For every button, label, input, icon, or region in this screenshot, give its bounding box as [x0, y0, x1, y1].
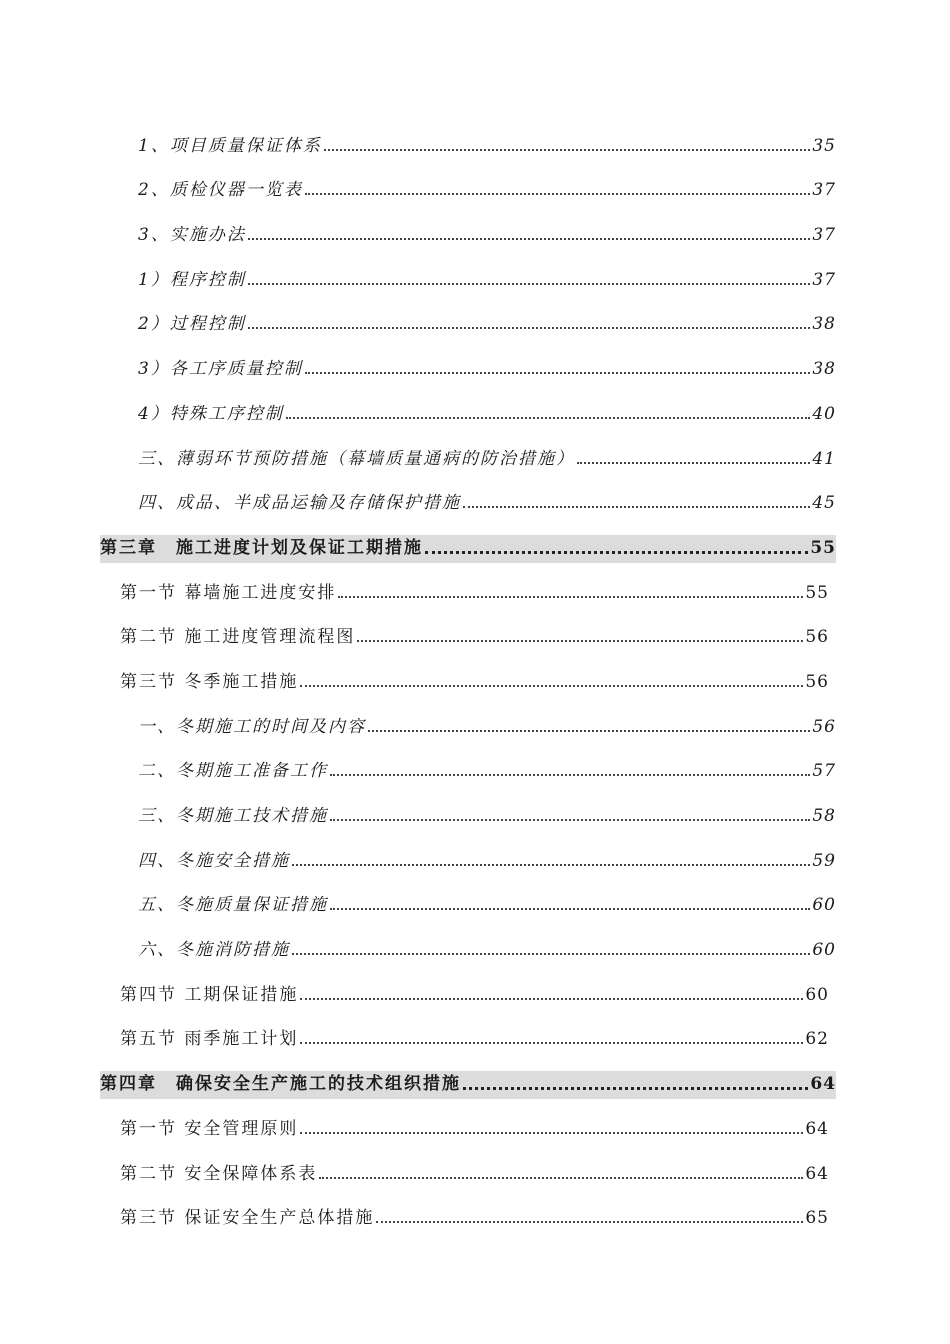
toc-dot-leader	[248, 238, 811, 240]
toc-entry-title: 五、冬施质量保证措施	[138, 895, 328, 916]
toc-dot-leader	[324, 149, 811, 151]
toc-page-number: 58	[812, 806, 836, 826]
toc-page-number: 37	[812, 225, 836, 246]
toc-entry-title: 3）各工序质量控制	[138, 359, 303, 380]
toc-dot-leader	[338, 596, 803, 598]
toc-section-entry[interactable]	[120, 969, 829, 1014]
toc-subsection-entry[interactable]	[138, 835, 836, 880]
toc-page-number: 45	[812, 493, 836, 514]
toc-dot-leader	[300, 685, 803, 687]
toc-dot-leader	[292, 864, 810, 866]
toc-page-number: 64	[805, 1163, 829, 1184]
toc-dot-leader	[368, 730, 810, 732]
toc-entry-title: 第四章 确保安全生产施工的技术组织措施	[100, 1074, 461, 1095]
toc-dot-leader	[463, 1087, 808, 1090]
toc-dot-leader	[319, 1177, 803, 1179]
toc-subsection-entry[interactable]	[138, 343, 836, 388]
toc-page-number: 65	[805, 1208, 829, 1229]
toc-entry-title: 第四节 工期保证措施	[120, 984, 299, 1005]
toc-entry-title: 一、冬期施工的时间及内容	[138, 716, 366, 737]
toc-dot-leader	[463, 506, 810, 508]
toc-entry-title: 三、薄弱环节预防措施（幕墙质量通病的防治措施）	[138, 448, 575, 469]
toc-page-number: 38	[812, 359, 836, 380]
toc-page-number: 60	[812, 895, 836, 916]
toc-page-number: 62	[805, 1029, 829, 1050]
toc-entry-title: 第三节 保证安全生产总体措施	[120, 1208, 375, 1229]
toc-page-number: 59	[812, 850, 836, 871]
toc-subsection-entry[interactable]	[138, 433, 836, 478]
toc-subsection-entry[interactable]	[138, 924, 836, 969]
toc-section-entry[interactable]	[120, 1148, 829, 1193]
toc-entry-title: 第二节 施工进度管理流程图	[120, 627, 356, 648]
table-of-contents	[0, 120, 950, 1237]
toc-section-entry[interactable]	[120, 567, 829, 612]
toc-page-number: 41	[812, 448, 836, 469]
toc-section-entry[interactable]	[120, 656, 829, 701]
toc-page-number: 38	[812, 314, 836, 335]
toc-entry-title: 3、实施办法	[138, 225, 246, 246]
toc-dot-leader	[425, 551, 808, 554]
toc-page-number: 35	[812, 135, 836, 156]
toc-entry-title: 六、冬施消防措施	[138, 940, 290, 961]
toc-entry-title: 第一节 安全管理原则	[120, 1118, 299, 1139]
toc-subsection-entry[interactable]	[138, 478, 836, 523]
toc-entry-title: 第三章 施工进度计划及保证工期措施	[100, 537, 423, 558]
toc-section-entry[interactable]	[120, 1014, 829, 1059]
toc-page-number: 56	[805, 627, 829, 648]
toc-dot-leader	[248, 327, 811, 329]
toc-page-number: 64	[805, 1118, 829, 1139]
toc-subsection-entry[interactable]	[138, 790, 836, 835]
toc-subsection-entry[interactable]	[138, 209, 836, 254]
toc-dot-leader	[305, 372, 811, 374]
toc-subsection-entry[interactable]	[138, 880, 836, 925]
toc-entry-title: 2、质检仪器一览表	[138, 180, 303, 201]
toc-dot-leader	[300, 998, 803, 1000]
toc-dot-leader	[330, 819, 810, 821]
toc-dot-leader	[305, 193, 811, 195]
toc-entry-title: 1、项目质量保证体系	[138, 135, 322, 156]
toc-page-number: 64	[810, 1074, 836, 1095]
toc-section-entry[interactable]	[120, 612, 829, 657]
toc-subsection-entry[interactable]	[138, 165, 836, 210]
toc-dot-leader	[330, 908, 810, 910]
toc-dot-leader	[330, 774, 810, 776]
toc-chapter-entry[interactable]	[100, 1058, 836, 1103]
toc-subsection-entry[interactable]	[138, 388, 836, 433]
toc-entry-title: 第一节 幕墙施工进度安排	[120, 582, 337, 603]
toc-entry-title: 第三节 冬季施工措施	[120, 671, 299, 692]
toc-page-number: 60	[805, 984, 829, 1005]
toc-entry-title: 四、冬施安全措施	[138, 850, 290, 871]
toc-entry-title: 第二节 安全保障体系表	[120, 1163, 318, 1184]
toc-dot-leader	[286, 417, 811, 419]
toc-page-number: 60	[812, 940, 836, 961]
toc-dot-leader	[300, 1042, 803, 1044]
toc-dot-leader	[357, 640, 803, 642]
toc-page-number: 56	[812, 716, 836, 737]
toc-subsection-entry[interactable]	[138, 120, 836, 165]
toc-dot-leader	[376, 1221, 803, 1223]
toc-page-number: 37	[812, 180, 836, 201]
toc-section-entry[interactable]	[120, 1103, 829, 1148]
toc-page-number: 55	[810, 537, 836, 558]
toc-dot-leader	[248, 283, 811, 285]
toc-entry-title: 第五节 雨季施工计划	[120, 1029, 299, 1050]
toc-dot-leader	[292, 953, 810, 955]
toc-entry-title: 2）过程控制	[138, 314, 246, 335]
toc-entry-title: 三、冬期施工技术措施	[138, 806, 328, 826]
toc-chapter-entry[interactable]	[100, 522, 836, 567]
toc-page-number: 55	[805, 582, 829, 603]
toc-page-number: 40	[812, 403, 836, 424]
toc-entry-title: 四、成品、半成品运输及存储保护措施	[138, 493, 461, 514]
toc-subsection-entry[interactable]	[138, 254, 836, 299]
toc-page-number: 57	[812, 761, 836, 782]
toc-dot-leader	[577, 462, 810, 464]
toc-entry-title: 1）程序控制	[138, 269, 246, 290]
toc-subsection-entry[interactable]	[138, 746, 836, 791]
toc-subsection-entry[interactable]	[138, 299, 836, 344]
toc-section-entry[interactable]	[120, 1193, 829, 1238]
toc-page-number: 37	[812, 269, 836, 290]
toc-subsection-entry[interactable]	[138, 701, 836, 746]
toc-page-number: 56	[805, 671, 829, 692]
toc-entry-title: 二、冬期施工准备工作	[138, 761, 328, 782]
toc-dot-leader	[300, 1132, 803, 1134]
toc-entry-title: 4）特殊工序控制	[138, 403, 284, 424]
